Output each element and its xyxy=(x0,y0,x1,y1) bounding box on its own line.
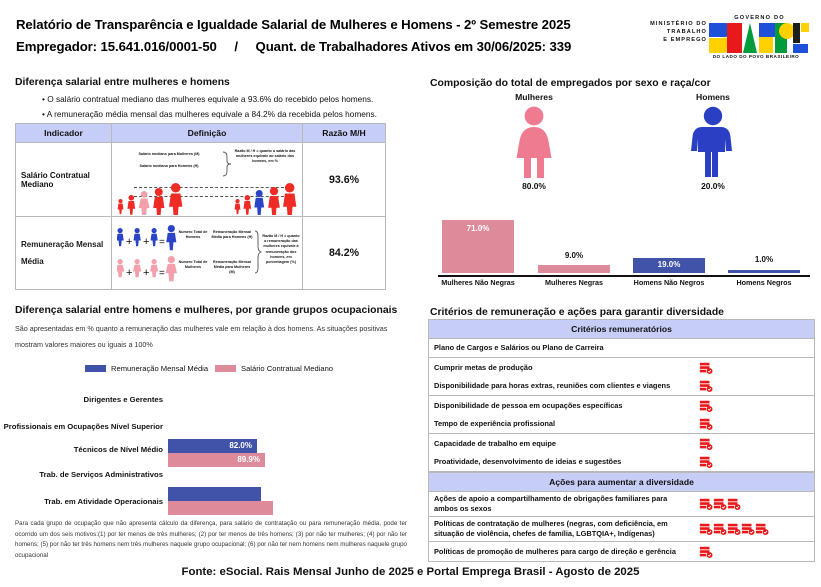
row-indicator-line-1: Remuneração Mensal xyxy=(21,240,104,249)
def-avg-women: Remuneração Mensal Média para Mulheres (M) xyxy=(213,260,251,275)
criteria-row-text: Disponibilidade para horas extras, reuniões com clientes e viagens xyxy=(434,381,671,390)
wage-gap-heading: Diferença salarial entre mulheres e homens xyxy=(15,77,230,88)
criteria-row-marks xyxy=(697,437,814,451)
bar-value-1: 9.0% xyxy=(564,251,584,260)
occupational-heading: Diferença salarial entre homens e mulheres, por grande grupos ocupacionais xyxy=(15,305,398,316)
bar-value-3: 1.0% xyxy=(754,255,774,264)
legend-swatch-pink xyxy=(215,365,236,372)
brace-icon xyxy=(222,151,232,177)
ministry-line-2: TRABALHO xyxy=(666,29,707,36)
criteria-row-text: Cumprir metas de produção xyxy=(434,362,533,372)
def-avg-men: Remuneração Mensal Média para Homens (H) xyxy=(211,230,253,240)
occ-category-administrativos: Trab. de Serviços Administrativos xyxy=(39,470,163,479)
bar-value-2: 19.0% xyxy=(657,260,681,269)
bar-mulheres-nao-negras xyxy=(442,220,514,273)
report-header xyxy=(0,0,821,66)
criteria-row-marks xyxy=(697,417,814,431)
legend-label-remuneracao: Remuneração Mensal Média xyxy=(111,364,209,373)
page-title: Relatório de Transparência e Igualdade Salarial de Mulheres e Homens - 2º Semestre 2025 xyxy=(16,17,571,32)
criteria-table xyxy=(428,319,815,562)
bar-category-3: Homens Negros xyxy=(736,278,792,287)
occ-bar-operacionais-remuneracao xyxy=(168,487,261,501)
gov-bottom-label: DO LADO DO POVO BRASILEIRO xyxy=(712,54,800,59)
race-composition-chart xyxy=(428,205,820,290)
gov-top-label: GOVERNO DO xyxy=(734,15,785,21)
bar-homens-negros xyxy=(728,255,800,273)
occ-category-operacionais: Trab. em Atividade Operacionais xyxy=(44,497,163,506)
ministry-line-3: E EMPREGO xyxy=(663,37,707,44)
table-row xyxy=(16,217,385,289)
table-row xyxy=(16,143,385,217)
row-indicator-label xyxy=(16,217,112,289)
legend-item-salario xyxy=(215,364,333,373)
women-percentage: 80.0% xyxy=(522,181,546,191)
svg-text:+: + xyxy=(126,267,133,279)
occ-bar-tecnicos-remuneracao xyxy=(168,439,257,453)
men-label: Homens xyxy=(696,92,730,102)
table-row xyxy=(429,434,814,453)
brace-icon xyxy=(254,230,262,274)
bar-homens-nao-negros xyxy=(633,258,705,273)
sex-composition-figures xyxy=(428,92,818,197)
check-mark-icon xyxy=(755,522,769,536)
wage-gap-bullet-1: • O salário contratual mediano das mulheres equivale a 93.6% do recebido pelos homens. xyxy=(42,94,374,104)
criteria-section-2-title: Ações para aumentar a diversidade xyxy=(429,472,814,492)
check-mark-icon xyxy=(699,455,713,469)
check-mark-icon xyxy=(699,522,713,536)
check-mark-icon xyxy=(699,545,713,559)
brasil-wordmark-icon xyxy=(709,23,809,54)
def-ratio-note: Razão M / H = quanto o salário das mulheres equivale ao salário dos homens, em % xyxy=(234,149,296,164)
svg-text:=: = xyxy=(159,237,165,248)
table-row xyxy=(429,453,814,472)
check-mark-icon xyxy=(727,497,741,511)
table-row xyxy=(429,542,814,561)
check-mark-icon xyxy=(713,497,727,511)
svg-text:=: = xyxy=(159,268,165,279)
check-mark-icon xyxy=(699,417,713,431)
table-row xyxy=(429,415,814,434)
criteria-row-text: Capacidade de trabalho em equipe xyxy=(434,438,556,448)
legend-label-salario: Salário Contratual Mediano xyxy=(241,364,334,373)
occ-bar-operacionais-salario xyxy=(168,501,273,515)
row-indicator-label: Salário Contratual Mediano xyxy=(16,143,112,217)
check-mark-icon xyxy=(699,497,713,511)
active-workers-count: Quant. de Trabalhadores Ativos em 30/06/2025: 339 xyxy=(255,39,572,54)
occupational-note-line-1: São apresentadas em % quanto a remuneração das mulheres vale em relação à dos homens. As situações positivas xyxy=(15,324,388,333)
column-header-indicator: Indicador xyxy=(16,124,112,142)
occ-category-nivel-superior: Profissionais em Ocupações Nível Superior xyxy=(3,422,163,431)
occupational-note-line-2: mostram valores maiores ou iguais a 100% xyxy=(15,340,153,349)
check-mark-icon xyxy=(699,437,713,451)
svg-text:+: + xyxy=(126,236,133,248)
check-mark-icon xyxy=(713,522,727,536)
table-row xyxy=(429,492,814,517)
criteria-heading: Critérios de remuneração e ações para garantir diversidade xyxy=(430,307,724,318)
check-mark-icon xyxy=(699,399,713,413)
svg-text:+: + xyxy=(143,267,150,279)
check-mark-icon xyxy=(699,379,713,393)
table-header-row xyxy=(16,124,385,143)
column-header-definition: Definição xyxy=(112,124,303,142)
def-median-men-label: Salário mediano para Homens (H) xyxy=(139,164,199,168)
row-definition-graphic xyxy=(112,143,303,217)
government-logo xyxy=(645,14,815,62)
occ-bar-value-tecnicos-remuneracao: 82.0% xyxy=(229,441,252,450)
woman-figure-icon xyxy=(511,106,557,178)
employer-line xyxy=(16,39,571,54)
people-pictogram-median xyxy=(116,183,301,215)
def-total-men: Número Total de Homens xyxy=(178,230,208,240)
row-definition-graphic xyxy=(112,217,303,289)
occ-bar-value-tecnicos-salario: 89.9% xyxy=(237,455,260,464)
bar-category-2: Homens Não Negros xyxy=(633,278,705,287)
criteria-row-text: Ações de apoio a compartilhamento de obrigações familiares para ambos os sexos xyxy=(434,494,668,513)
criteria-row-marks xyxy=(697,361,814,375)
bar-category-1: Mulheres Negras xyxy=(545,278,603,287)
wage-gap-bullet-2: • A remuneração média mensal das mulheres equivale a 84.2% da recebida pelos homens. xyxy=(42,109,377,119)
man-figure-icon xyxy=(691,106,735,178)
def-ratio-note: Razão M / H = quanto a remuneração das mulheres equivale à remuneração dos homens, em porcentagem (%) xyxy=(262,234,300,265)
composition-heading: Composição do total de empregados por sexo e raça/cor xyxy=(430,78,711,89)
row-ratio-value: 93.6% xyxy=(328,174,360,186)
def-total-women: Número Total de Mulheres xyxy=(178,260,208,270)
source-footer: Fonte: eSocial. Rais Mensal Junho de 2025 e Portal Emprega Brasil - Agosto de 2025 xyxy=(181,566,640,578)
svg-text:+: + xyxy=(143,236,150,248)
occ-category-dirigentes: Dirigentes e Gerentes xyxy=(83,395,163,404)
row-indicator-line-2: Média xyxy=(21,257,44,266)
criteria-row-text: Disponibilidade de pessoa em ocupações específicas xyxy=(434,400,623,410)
employer-cnpj: Empregador: 15.641.016/0001-50 xyxy=(16,39,217,54)
men-percentage: 20.0% xyxy=(701,181,725,191)
criteria-row-marks xyxy=(697,545,814,559)
bar-category-0: Mulheres Não Negras xyxy=(441,278,515,287)
table-row xyxy=(429,396,814,415)
table-row xyxy=(429,377,814,396)
occ-category-tecnicos: Técnicos de Nível Médio xyxy=(73,445,163,454)
criteria-row-marks xyxy=(697,497,814,511)
criteria-row-marks xyxy=(697,455,814,469)
ministry-line-1: MINISTÉRIO DO xyxy=(650,21,707,27)
criteria-row-marks xyxy=(697,379,814,393)
women-label: Mulheres xyxy=(515,92,553,102)
criteria-section-1-title: Critérios remuneratórios xyxy=(429,320,814,339)
criteria-row-text: Políticas de promoção de mulheres para cargo de direção e gerência xyxy=(434,546,676,556)
ministry-label xyxy=(650,20,707,45)
occ-bar-tecnicos-salario xyxy=(168,453,265,467)
wage-gap-table xyxy=(15,123,386,290)
check-mark-icon xyxy=(727,522,741,536)
table-row xyxy=(429,517,814,542)
legend-swatch-blue xyxy=(85,365,106,372)
row-ratio-value: 84.2% xyxy=(328,247,360,259)
criteria-row-text: Políticas de contratação de mulheres (negras, com deficiência, em situação de violência, chefes de família, LGBTQIA+, Indígenas) xyxy=(434,519,668,538)
criteria-row-text: Proatividade, desenvolvimento de ideias e sugestões xyxy=(434,457,622,466)
bar-mulheres-negras xyxy=(538,251,610,273)
check-mark-icon xyxy=(699,361,713,375)
criteria-row-text: Tempo de experiência profissional xyxy=(434,419,556,428)
criteria-row-text: Plano de Cargos e Salários ou Plano de Carreira xyxy=(434,343,604,352)
legend-item-remuneracao xyxy=(85,364,208,373)
table-row xyxy=(429,339,814,358)
occupational-footnote: Para cada grupo de ocupação que não apresenta cálculo da diferença, para salário de contratação ou para remuneração média, pode ter ocorrido um dos seis motivos:(1) por ter menos de três mulheres; (2) por ter menos de três homens; (3) por não ter mulheres; (4) por não ter homens; (5) por não ter três homens nem três mulheres naquele grupo ocupacional; (6) por não ter nem homens nem mulheres naquele grupo ocupacional xyxy=(15,520,407,559)
table-row xyxy=(429,358,814,377)
bar-value-0: 71.0% xyxy=(466,224,490,233)
column-header-ratio: Razão M/H xyxy=(303,124,385,142)
header-separator: / xyxy=(234,39,238,54)
check-mark-icon xyxy=(741,522,755,536)
criteria-row-marks xyxy=(697,522,814,536)
def-median-women-label: Salário mediano para Mulheres (M) xyxy=(138,152,200,156)
criteria-row-marks xyxy=(697,399,814,413)
